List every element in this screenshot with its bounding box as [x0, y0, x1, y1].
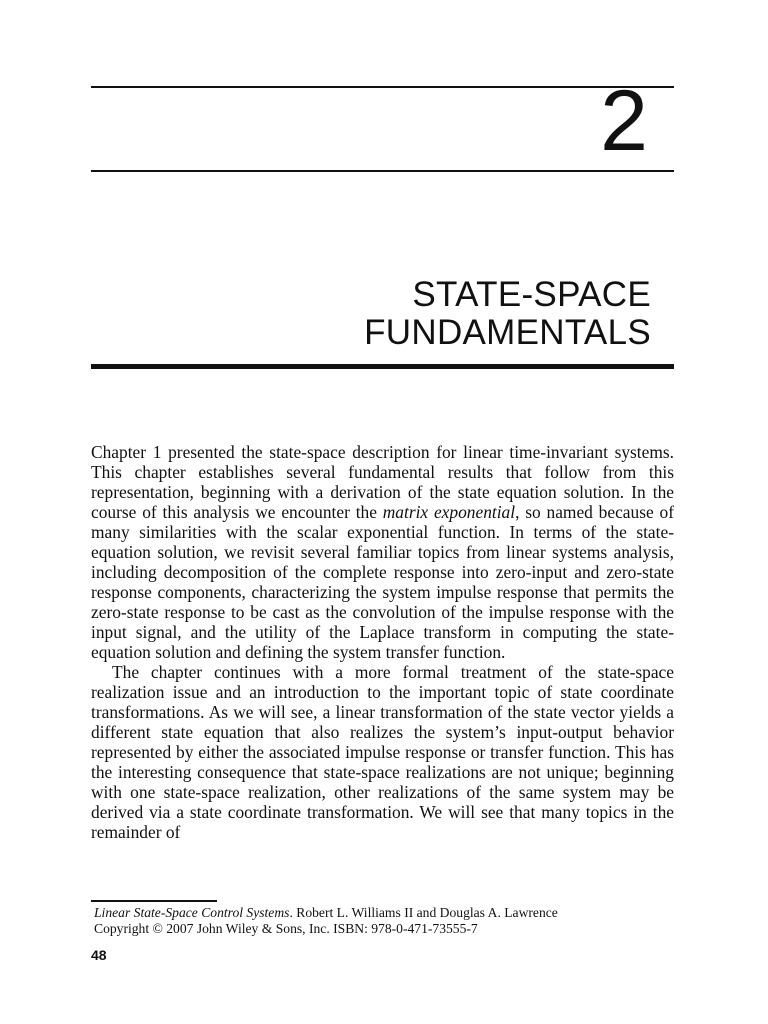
book-authors: . Robert L. Williams II and Douglas A. Lawrence — [289, 905, 558, 920]
top-rule — [91, 86, 674, 88]
middle-rule — [91, 170, 674, 172]
matrix-exponential-term: matrix exponential — [382, 502, 516, 522]
chapter-title-line-1: STATE-SPACE — [412, 275, 651, 314]
footnote-copyright: Copyright © 2007 John Wiley & Sons, Inc. ISBN: 978-0-471-73555-7 — [94, 921, 478, 936]
chapter-title-line-2: FUNDAMENTALS — [364, 313, 651, 352]
footnote-citation — [94, 905, 694, 921]
footnote — [94, 905, 694, 937]
chapter-title — [364, 276, 651, 352]
chapter-number: 2 — [600, 73, 648, 169]
page-number: 48 — [91, 947, 107, 963]
paragraph-1-text-a: Chapter 1 presented the state-space description for linear time-invariant systems. This chapter establishes several fundamental results that follow from this representation, beginning with a derivation of the state equation solution. In the course of this analysis we encounter the — [91, 442, 674, 522]
paragraph-1 — [91, 442, 674, 662]
paragraph-1-text-b: , so named because of many similarities with the scalar exponential function. In terms of the state-equation solution, we revisit several familiar topics from linear systems analysis, including decomposition of the complete response into zero-input and zero-state response components, characterizing the system impulse response that permits the zero-state response to be cast as the convolution of the impulse response with the input signal, and the utility of the Laplace transform in computing the state-equation solution and defining the system transfer function. — [91, 502, 674, 662]
footnote-rule — [91, 900, 217, 902]
paragraph-2: The chapter continues with a more formal treatment of the state-space realization issue and an introduction to the important topic of state coordinate transformations. As we will see, a linear transformation of the state vector yields a different state equation that also realizes the system’s input-output behavior represented by either the associated impulse response or transfer function. This has the interesting consequence that state-space realizations are not unique; beginning with one state-space realization, other realizations of the same system may be derived via a state coordinate transformation. We will see that many topics in the remainder of — [91, 662, 674, 842]
title-underline-rule — [91, 364, 674, 369]
body-text — [91, 442, 674, 842]
book-title: Linear State-Space Control Systems — [94, 905, 290, 920]
